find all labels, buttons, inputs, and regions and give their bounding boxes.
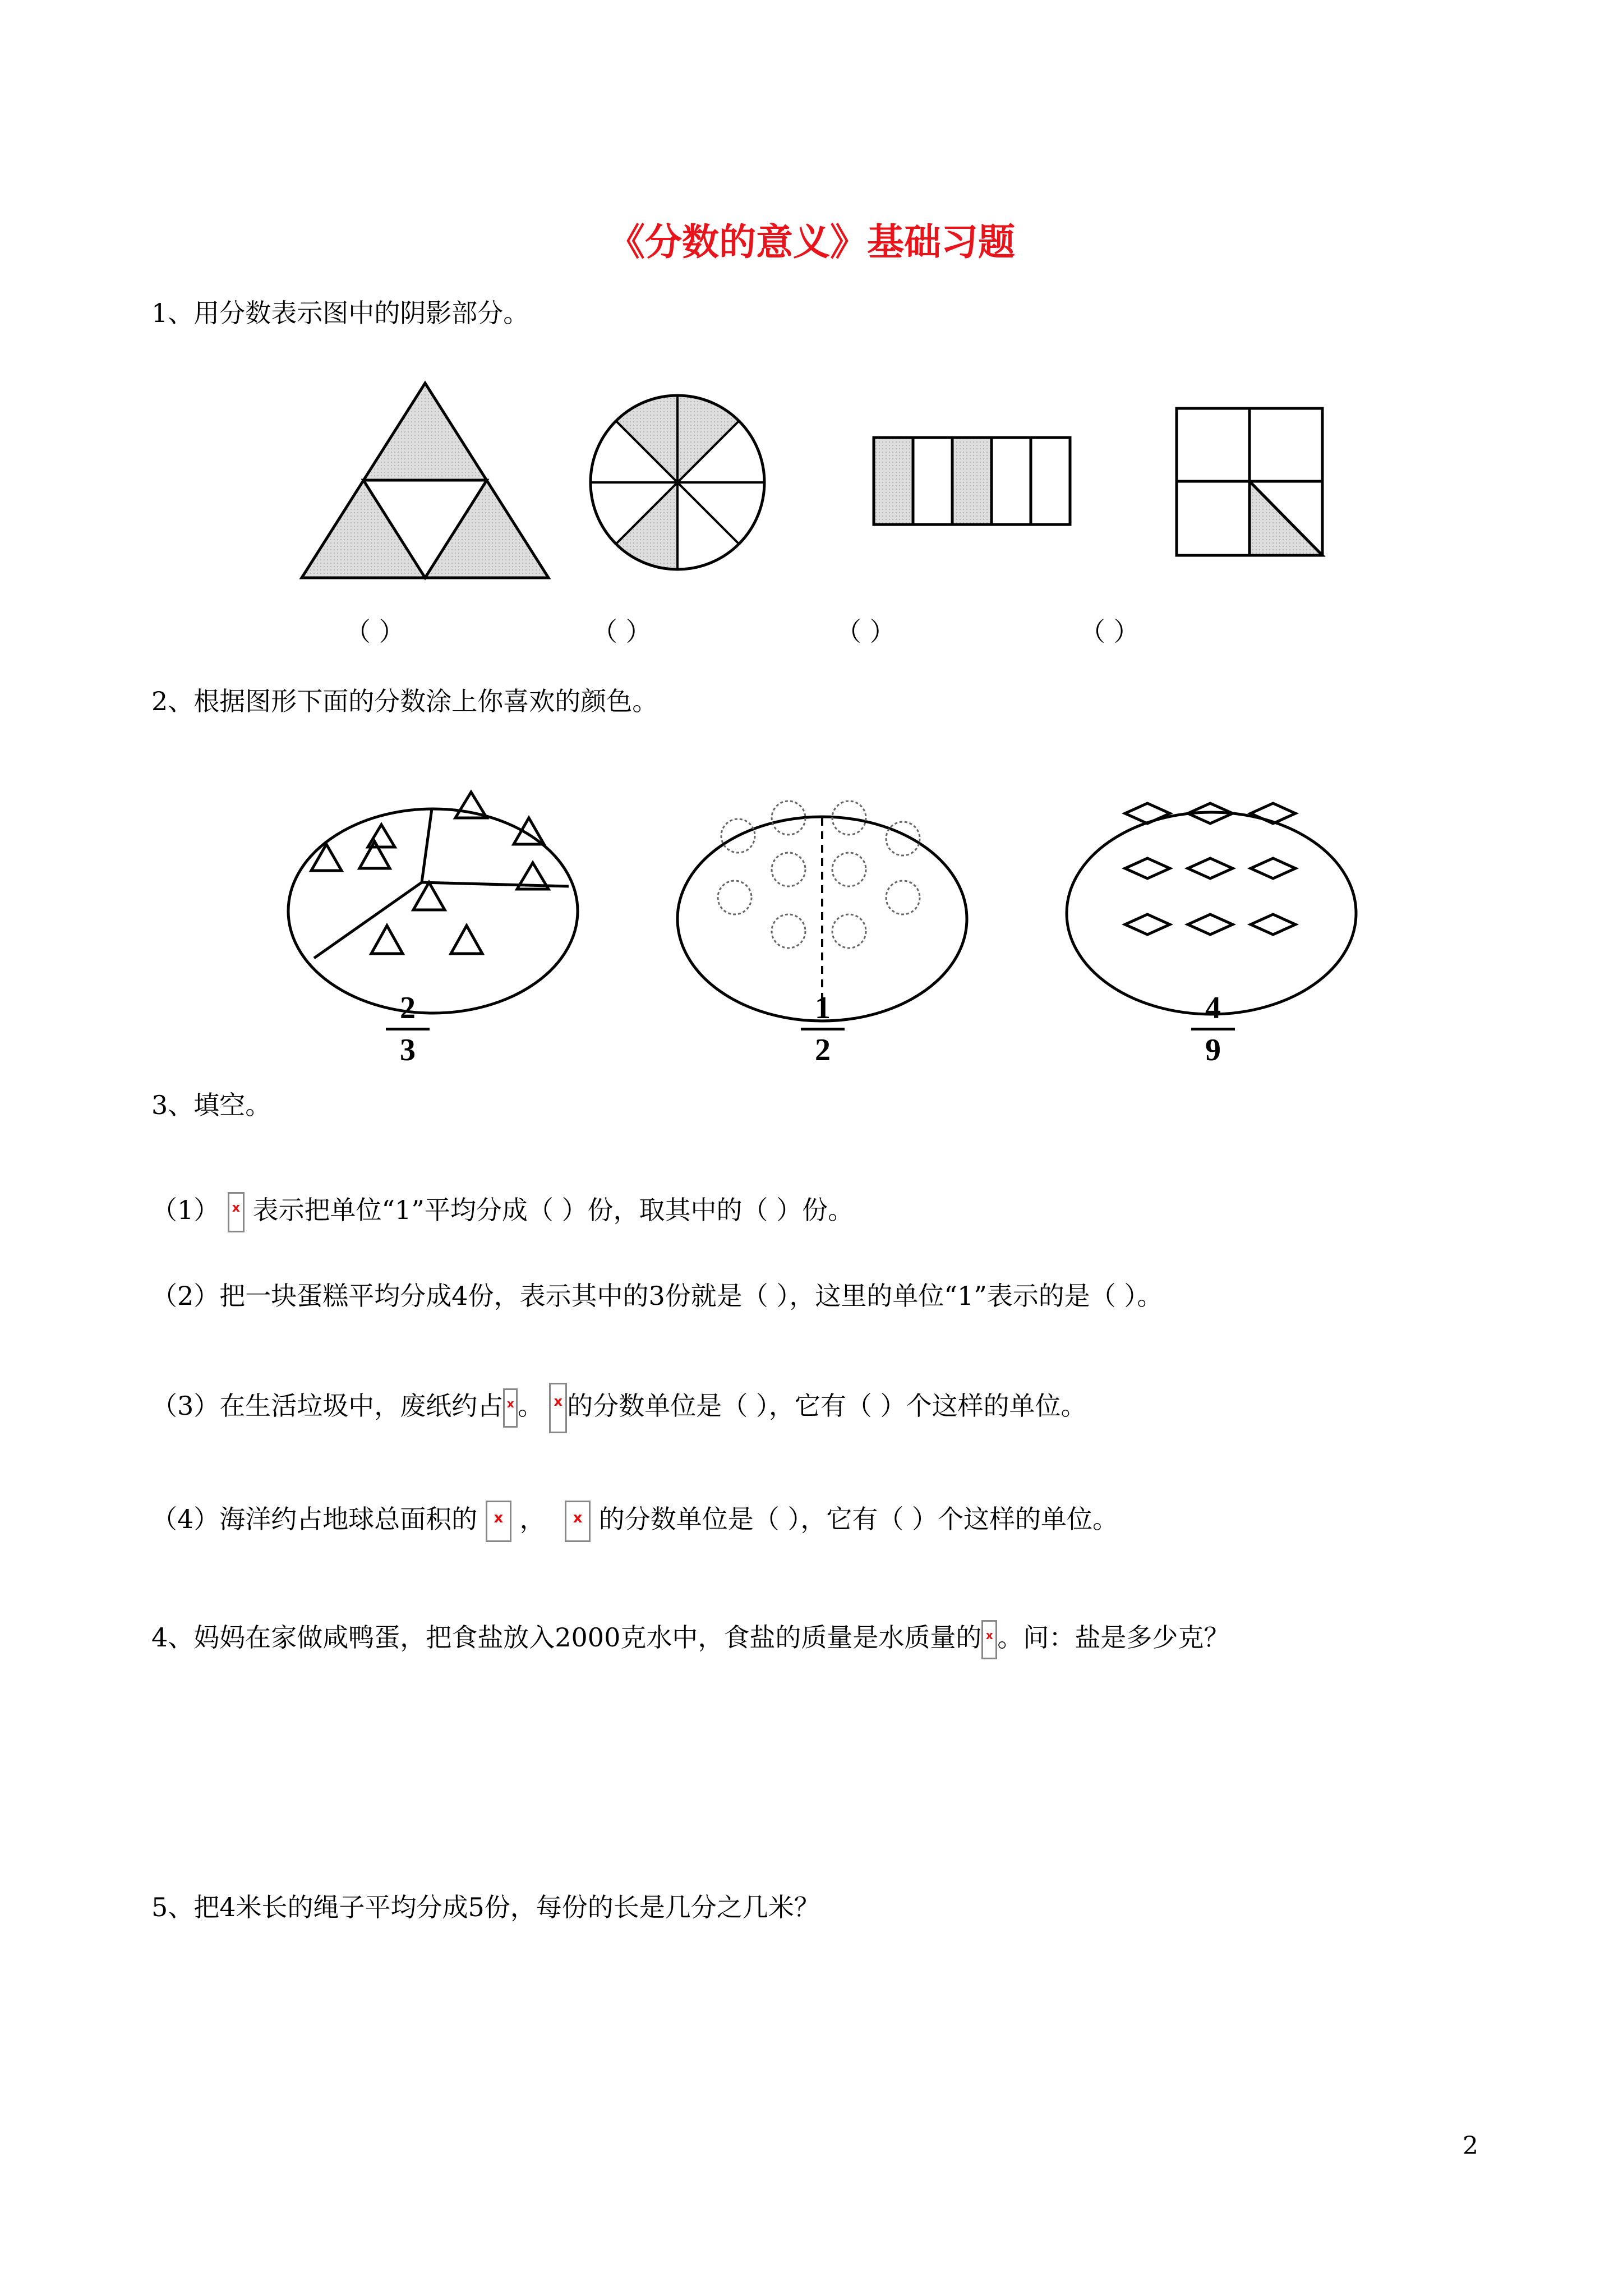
q3-item-3-text-c: 的分数单位是（ ），它有（ ）个这样的单位。: [567, 1391, 1087, 1421]
q2-figure-apples: [677, 801, 967, 1021]
q2-fraction-1-numerator: 2: [400, 991, 416, 1025]
q3-item-4-text-a: （4）海洋约占地球总面积的: [151, 1504, 478, 1534]
q2-fraction-3: [1188, 992, 1238, 1066]
q2-fraction-3-denominator: 9: [1205, 1033, 1221, 1068]
question-2-text: 2、根据图形下面的分数涂上你喜欢的颜色。: [151, 686, 658, 716]
question-4-text-b: 。问：盐是多少克？: [997, 1622, 1230, 1653]
q1-answer-blank-2[interactable]: （ ）: [592, 616, 652, 647]
q2-fraction-2: [797, 992, 848, 1066]
q3-item-3-text-b: 。: [518, 1391, 544, 1421]
q3-item-3: [151, 1383, 1087, 1433]
q2-fraction-2-denominator: 2: [815, 1033, 831, 1068]
broken-image-icon: x: [981, 1620, 997, 1659]
q2-fraction-3-numerator: 4: [1205, 991, 1221, 1025]
q3-item-1-label: （1）: [151, 1195, 220, 1225]
broken-image-icon: x: [549, 1383, 567, 1433]
question-4-text-a: 4、妈妈在家做咸鸭蛋，把食盐放入2000克水中，食盐的质量是水质量的: [151, 1622, 982, 1653]
q1-figure-rectangle: [874, 438, 1070, 524]
broken-image-icon: x: [228, 1192, 245, 1232]
q2-fraction-1: [382, 992, 433, 1066]
broken-image-icon: x: [565, 1501, 591, 1542]
question-1-text: 1、用分数表示图中的阴影部分。: [151, 298, 529, 328]
q3-item-2: （2）把一块蛋糕平均分成4份，表示其中的3份就是（ ），这里的单位“1”表示的是（ ）。: [151, 1281, 1163, 1311]
page-title: 《分数的意义》基础习题: [608, 220, 1015, 264]
q3-item-4: [151, 1501, 1118, 1542]
q2-fraction-1-denominator: 3: [400, 1033, 416, 1068]
q2-figure-triangles: [288, 792, 578, 1013]
q2-fraction-2-numerator: 1: [815, 991, 831, 1025]
q3-item-3-text-a: （3）在生活垃圾中，废纸约占: [151, 1391, 504, 1421]
q1-answer-blank-4[interactable]: （ ）: [1080, 616, 1140, 647]
question-3-text: 3、填空。: [151, 1090, 271, 1120]
broken-image-icon: x: [503, 1388, 518, 1428]
q1-figure-circle: [591, 387, 764, 578]
q3-item-4-text-b: ，: [519, 1504, 546, 1534]
q1-answer-blank-3[interactable]: （ ）: [836, 616, 896, 647]
q3-item-1: [151, 1192, 854, 1232]
page-number: 2: [1463, 2132, 1478, 2160]
q3-item-1-text: 表示把单位“1”平均分成（ ）份，取其中的（ ）份。: [252, 1195, 854, 1225]
q2-figure-rhombuses: [1067, 803, 1356, 1014]
broken-image-icon: x: [486, 1501, 511, 1542]
q1-answer-blank-1[interactable]: （ ）: [345, 616, 405, 647]
q1-figure-triangle: [302, 383, 548, 578]
q1-figure-square: [1177, 408, 1322, 555]
question-5-text: 5、把4米长的绳子平均分成5份，每份的长是几分之几米？: [151, 1892, 820, 1922]
q3-item-4-text-c: 的分数单位是（ ），它有（ ）个这样的单位。: [598, 1504, 1119, 1534]
question-4-text: [151, 1620, 1229, 1659]
